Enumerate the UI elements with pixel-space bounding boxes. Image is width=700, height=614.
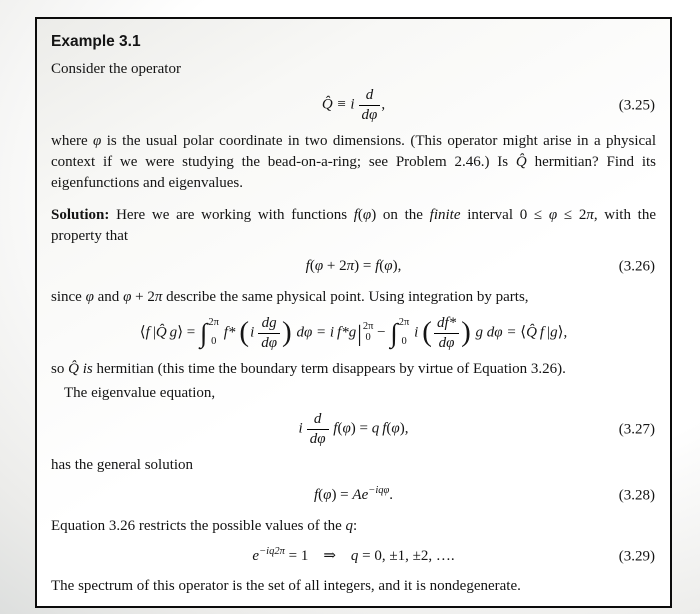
integral xyxy=(390,317,409,349)
text-run: : xyxy=(353,517,358,534)
text-run: hermitian? Find its eigenfunctions and eigenvalues. xyxy=(51,154,657,192)
equation-inner-product-body: ⟨f |Q̂ g⟩ = ∫ 2π 0 f* (i $\frac{dg}{d\varphi}$ ) dφ = i f*g | 2π 0 − ∫ 2π 0 i ( $\frac{df*}{d\varphi}$ ) g dφ = ⟨Q̂ f |g⟩, xyxy=(139,315,568,351)
equation-3-26-body xyxy=(306,256,402,277)
math-superscript: −iqφ xyxy=(368,485,390,497)
equation-3-27-body xyxy=(299,411,409,448)
equation-3-28-body xyxy=(314,485,393,506)
text-run: ), xyxy=(399,420,409,437)
math-run: Q̂ f xyxy=(526,324,548,341)
paragraph-restrict xyxy=(51,516,656,537)
paragraph-solution xyxy=(51,205,656,248)
math-run: q f xyxy=(371,420,387,437)
paragraph-where xyxy=(51,131,656,195)
text-run: , xyxy=(381,97,386,114)
math-run: f xyxy=(353,206,358,223)
text-run: ( xyxy=(309,258,315,275)
math-superscript: −iq2π xyxy=(259,545,285,557)
text-run: describe the same physical point. Using integration by parts, xyxy=(162,288,529,305)
text-run: ), xyxy=(392,258,402,275)
text-run: + 2 xyxy=(131,288,155,305)
text-run: ( xyxy=(386,420,392,437)
equation-3-28-number: (3.28) xyxy=(618,487,655,504)
text-run: ) = xyxy=(331,487,353,504)
text-run: where xyxy=(51,132,94,149)
integral xyxy=(200,317,219,349)
math-run: f xyxy=(305,258,310,275)
math-run: φ xyxy=(93,132,102,149)
text-run: interval 0 ≤ xyxy=(460,206,549,223)
integral-limits xyxy=(207,317,219,349)
fraction-numerator: df* xyxy=(434,315,459,334)
text-run: ( xyxy=(379,258,385,275)
math-run: π xyxy=(346,258,355,275)
text-run: − xyxy=(373,324,390,341)
equation-3-29-number: (3.29) xyxy=(618,547,655,564)
math-run: φ xyxy=(548,206,558,223)
text-run: ( xyxy=(337,420,343,437)
text-run: ⟨ xyxy=(520,324,527,341)
math-run: f xyxy=(145,324,153,341)
math-run: φ xyxy=(314,258,324,275)
math-run: i xyxy=(410,324,422,341)
integral-sign: ∫ xyxy=(200,318,208,349)
math-run: φ xyxy=(123,288,132,305)
math-fraction xyxy=(358,87,382,124)
math-run: g xyxy=(550,324,558,341)
math-run: i xyxy=(298,420,306,437)
example-box xyxy=(35,17,672,608)
math-run: q xyxy=(350,547,359,564)
text-run: ) = xyxy=(354,258,376,275)
equation-3-26-number: (3.26) xyxy=(618,258,655,275)
text-run: ( xyxy=(357,206,363,223)
example-title: Example 3.1 xyxy=(51,33,141,50)
integral-upper-limit: 2π xyxy=(398,317,410,329)
math-run: dφ = i f*g xyxy=(292,324,357,341)
math-run: Q̂ xyxy=(515,154,527,171)
text-run: . xyxy=(389,487,394,504)
integral-sign: ∫ xyxy=(390,318,398,349)
text-run: + 2 xyxy=(323,258,347,275)
math-run: f xyxy=(329,420,338,437)
equation-3-26 xyxy=(51,256,656,277)
text-run: ⟨ xyxy=(139,324,146,341)
italic-text-run: finite xyxy=(429,206,461,223)
equation-3-29 xyxy=(51,546,656,567)
italic-text-run: is xyxy=(82,360,93,377)
math-fraction xyxy=(257,315,281,352)
paragraph-hermitian xyxy=(51,359,656,380)
text-run: ≤ 2 xyxy=(557,206,587,223)
fraction-denominator: dφ xyxy=(361,107,378,124)
fraction-denominator: dφ xyxy=(438,334,455,351)
text-run: ) = xyxy=(350,420,372,437)
integral-limits xyxy=(398,317,410,349)
equation-3-29-body xyxy=(252,546,454,567)
text-run: has the general solution xyxy=(51,456,194,473)
equation-3-27 xyxy=(51,411,656,448)
math-run: Ae xyxy=(352,487,369,504)
equation-3-25-number: (3.25) xyxy=(618,96,655,113)
equation-3-28 xyxy=(51,485,656,506)
evaluation-bar xyxy=(357,321,373,345)
text-run: The eigenvalue equation, xyxy=(64,384,216,401)
fraction-denominator: dφ xyxy=(309,431,326,448)
text-run: ⟩, xyxy=(557,324,568,341)
math-run: q xyxy=(345,517,354,534)
math-run: f* xyxy=(219,324,239,341)
integral-lower-limit: 0 xyxy=(401,335,407,347)
bar-glyph: | xyxy=(357,320,362,346)
math-run: Q̂ xyxy=(68,360,79,377)
equation-inner-product xyxy=(51,315,656,352)
math-run: g dφ = xyxy=(471,324,521,341)
text-run: so xyxy=(51,360,69,377)
text-run: ) on the xyxy=(371,206,430,223)
intro-text: Consider the operator xyxy=(51,61,181,77)
bar-lower-limit: 0 xyxy=(365,331,371,343)
text-run: Equation 3.26 restricts the possible values of the xyxy=(51,517,346,534)
math-run: Q̂ ≡ i xyxy=(321,97,358,114)
text-run: = 1 ⇒ xyxy=(284,547,351,564)
equation-3-27-number: (3.27) xyxy=(618,420,655,437)
text-run: Here we are working with functions xyxy=(109,206,354,223)
text-run: , with the property that xyxy=(51,206,656,245)
math-run: f xyxy=(375,258,380,275)
bar-upper-limit: 2π xyxy=(362,321,374,333)
bar-limits xyxy=(362,321,374,345)
fraction-numerator: dg xyxy=(258,315,280,334)
paragraph-since xyxy=(51,287,656,308)
math-run: f xyxy=(313,487,319,504)
text-run: is the usual polar coordinate in two dimensions. (This operator might arise in a physical context if we were studying the bead-on-a-ring; see Problem 2.46.) Is xyxy=(51,132,656,171)
math-run: e xyxy=(252,547,260,564)
math-run: i xyxy=(250,324,258,341)
fraction-numerator: d xyxy=(307,411,329,430)
text-run: = 0, ±1, ±2, …. xyxy=(358,547,455,564)
text-run: hermitian (this time the boundary term disappears by virtue of Equation 3.26). xyxy=(92,360,566,377)
math-run: φ xyxy=(384,258,393,275)
paragraph-spectrum xyxy=(51,576,656,597)
paragraph-general xyxy=(51,455,656,476)
fraction-denominator: dφ xyxy=(261,334,278,351)
integral-upper-limit: 2π xyxy=(208,317,219,329)
text-run: ( xyxy=(318,487,324,504)
fraction-numerator: d xyxy=(359,87,381,106)
text-run: and xyxy=(93,288,124,305)
math-run: φ xyxy=(85,288,94,305)
text-run: | xyxy=(547,324,551,341)
math-fraction xyxy=(306,411,330,448)
math-run: φ xyxy=(342,420,351,437)
equation-3-25 xyxy=(51,87,656,124)
math-run: Q̂ g xyxy=(155,324,178,341)
equation-3-25-body xyxy=(322,87,385,124)
math-run: φ xyxy=(391,420,400,437)
integral-lower-limit: 0 xyxy=(211,335,217,347)
math-run: φ xyxy=(323,487,332,504)
math-run: π xyxy=(586,206,594,223)
math-run: φ xyxy=(362,206,372,223)
text-run: | xyxy=(152,324,156,341)
text-run: ⟩ = xyxy=(177,324,199,341)
math-run: π xyxy=(154,288,163,305)
text-run: since xyxy=(51,288,86,305)
bold-text-run: Solution: xyxy=(51,206,110,223)
paragraph-eigenvalue xyxy=(51,383,656,404)
text-run: The spectrum of this operator is the set of all integers, and it is nondegenerate. xyxy=(51,578,521,595)
math-fraction xyxy=(433,315,460,352)
